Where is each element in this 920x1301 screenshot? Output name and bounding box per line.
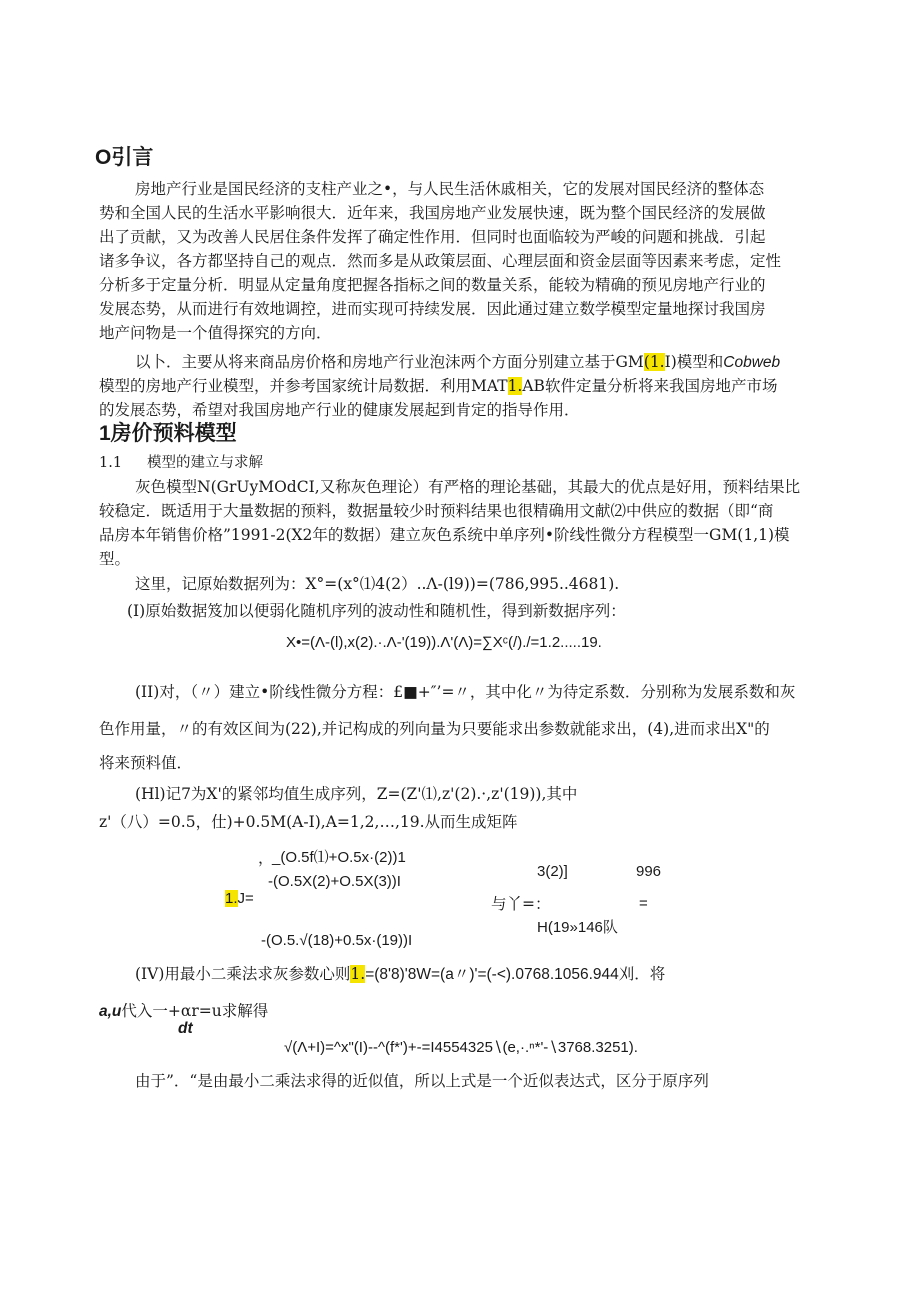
text-run: 以卜．主要从将来商品房价格和房地产行业泡沫两个方面分别建立基于GM [135,353,644,371]
subsection-number: 1.1 [99,455,123,471]
paragraph-line: (II)对，（〃）建立•阶线性微分方程：£■+″’=〃，其中化〃为待定系数．分别称为发展系数和灰 [135,683,796,701]
text-run: 模型的房地产行业模型，并参考国家统计局数据．利用MAT [99,377,508,395]
section-heading: 1房价预料模型 [99,422,237,445]
text-run: AB软件定量分析将来我国房地产市场 [522,377,778,395]
subsection-title: 模型的建立与求解 [147,455,263,471]
vector-equals: = [639,895,648,912]
paragraph-line: z'（八）=0.5，仕)+0.5M(A-I),A=1,2,…,19.从而生成矩阵 [99,813,518,831]
formula: √(Λ+I)=^x"(I)--^(f*')+-=I4554325∖(e,·.ⁿ*'-∖3768.3251). [284,1039,638,1056]
paragraph-line: 地产问物是一个值得探究的方向． [99,324,332,342]
text-run: Cobweb [723,354,781,371]
fraction-denominator: dt [178,1020,193,1037]
paragraph-line: 色作用量，〃的有效区间为(22),并记构成的列向量为只要能求出参数就能求出，(4),进而求出X"的 [99,720,770,738]
paragraph-line [135,352,780,373]
text-run: 代入一+αr=u求解得 [121,1002,269,1020]
text-run: a,u [99,1003,122,1020]
paragraph-line [99,376,777,396]
paragraph-line: 势和全国人民的生活水平影响很大．近年来，我国房地产业发展快速，既为整个国民经济的发展做 [99,204,766,222]
matrix-row: _(O.5f⑴+O.5x·(2))1 [272,849,406,866]
matrix-row: -(O.5.√(18)+0.5x·(19))I [261,932,413,949]
highlight: 1. [507,377,523,395]
paragraph-line: 发展态势，从而进行有效地调控，进而实现可持续发展．因此通过建立数学模型定量地探讨我国房 [99,300,766,318]
paragraph-line: (Hl)记7为X'的紧邻均值生成序列，Z=(Z'⑴,z'(2).·,z'(19)),其中 [135,785,578,803]
paragraph-line: 分析多于定量分析．明显从定量角度把握各指标之间的数量关系，能较为精确的预见房地产行业的 [99,276,766,294]
vector-value: 996 [636,863,662,880]
formula: X•=(Λ-(l),x(2).·.Λ-'(19)).Λ'(Λ)=∑Xᶜ(/)./=1.2.....19. [286,634,602,651]
text-run: I)模型和 [664,353,724,371]
paragraph-line: 这里，记原始数据列为：X°=(x°⑴4(2）..Λ-(l9))=(786,995..4681). [135,575,620,593]
paragraph-line: 型。 [99,550,131,568]
intro-heading: O引言 [95,146,154,169]
text-run: =(8'8)'8W=(a〃)'=(-<).0768.1056.944刈．将 [365,966,666,983]
paragraph-line: 由于”．“是由最小二乘法求得的近似值，所以上式是一个近似表达式，区分于原序列 [135,1072,709,1090]
matrix-prefix: ， [258,849,274,867]
highlight: 1. [350,965,366,983]
vector-entry: H(19»146队 [537,919,618,936]
paragraph-line [135,964,665,985]
vector-entry: 3(2)] [537,863,568,880]
paragraph-line: 出了贡献，又为改善人民居住条件发挥了确定性作用．但同时也面临较为严峻的问题和挑战．引起 [99,228,766,246]
paragraph-line: 较稳定．既适用于大量数据的预料，数据量较少时预料结果也很精确用文献⑵中供应的数据（即“商 [99,502,774,520]
vector-label: 与丫=： [491,895,551,913]
paragraph-line: 房地产行业是国民经济的支柱产业之•，与人民生活休戚相关，它的发展对国民经济的整体态 [135,180,765,198]
matrix-row: -(O.5X(2)+O.5X(3))I [268,873,401,890]
paragraph-line: 灰色模型N(GrUyMOdCI,又称灰色理论）有严格的理论基础，其最大的优点是好用，预料结果比 [135,478,801,496]
paragraph-line: 的发展态势，希望对我国房地产行业的健康发展起到肯定的指导作用． [99,401,580,419]
text-run: J= [237,890,254,907]
highlight: 1. [225,890,238,907]
paragraph-line: 品房本年销售价格”1991-2(X2年的数据）建立灰色系统中单序列•阶线性微分方程模型一GM(1,1)模 [99,526,790,544]
matrix-label [225,889,254,909]
paragraph-line: 将来预料值． [99,754,193,772]
highlight: (1. [643,353,665,371]
text-run: (IV)用最小二乘法求灰参数心则 [135,965,351,983]
paragraph-line: 诸多争议，各方都坚持自己的观点．然而多是从政策层面、心理层面和资金层面等因素来考虑，定性 [99,252,782,270]
paragraph-line: (I)原始数据笈加以便弱化随机序列的波动性和随机性，得到新数据序列： [127,602,626,620]
